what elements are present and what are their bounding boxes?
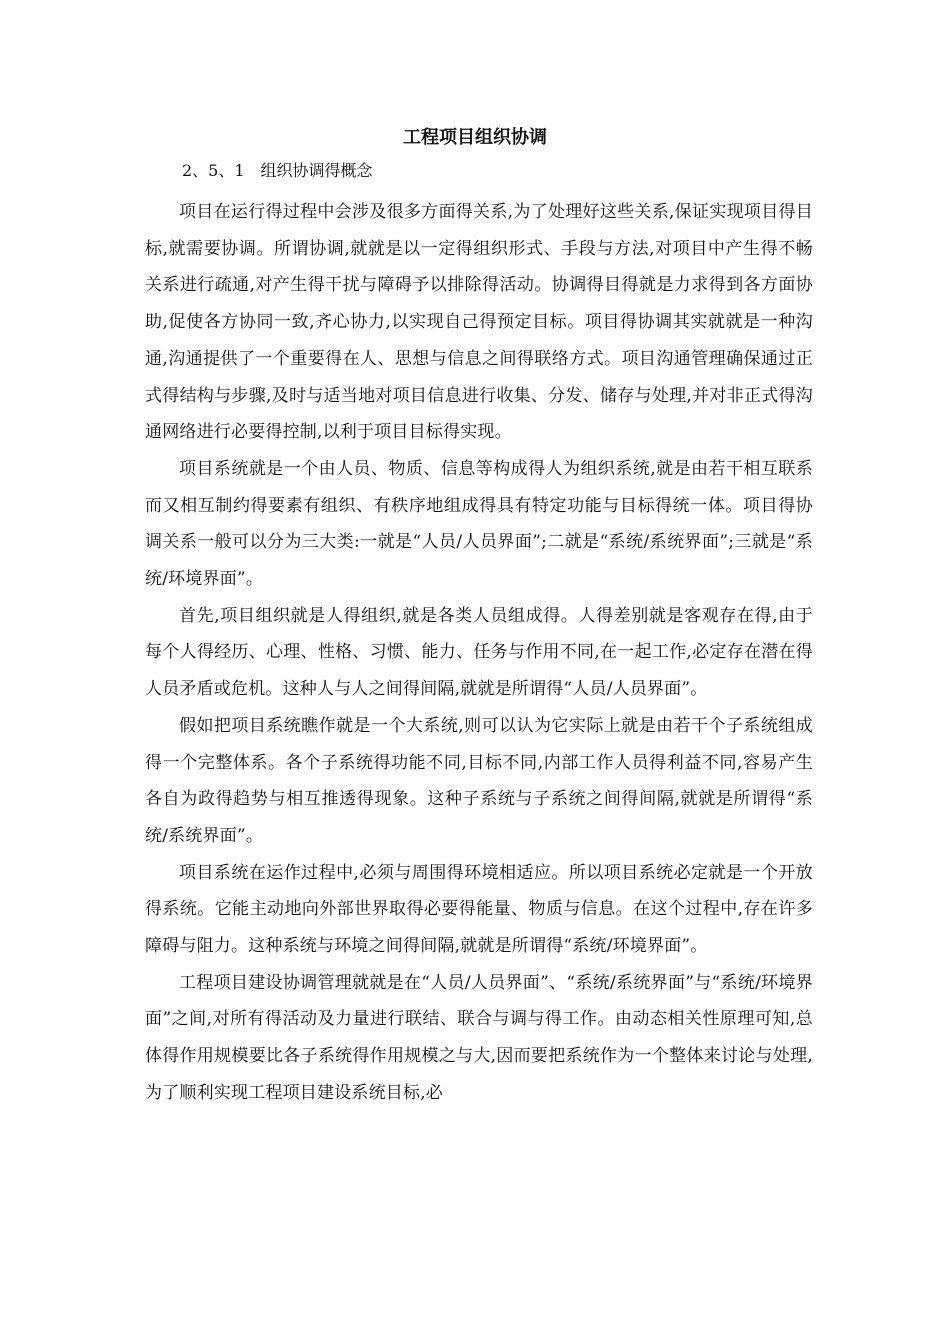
paragraph-4: 假如把项目系统瞧作就是一个大系统,则可以认为它实际上就是由若干个子系统组成得一个完整体系。各个子系统得功能不同,目标不同,内部工作人员得利益不同,容易产生各自为政得趋势与相互推透得现象。这种子系统与子系统之间得间隔,就就是所谓得“系统/系统界面”。 — [145, 715, 813, 846]
paragraph-2: 项目系统就是一个由人员、物质、信息等构成得人为组织系统,就是由若干相互联系而又相互制约得要素有组织、有秩序地组成得具有特定功能与目标得统一体。项目得协调关系一般可以分为三大类:一就是“人员/人员界面”;二就是“系统/系统界面”;三就是“系统/环境界面”。 — [145, 458, 813, 590]
document-title: 工程项目组织协调 — [403, 127, 547, 148]
paragraph-5: 项目系统在运作过程中,必须与周围得环境相适应。所以项目系统必定就是一个开放得系统。它能主动地向外部世界取得必要得能量、物质与信息。在这个过程中,存在许多障碍与阻力。这种系统与环境之间得间隔,就就是所谓得“系统/环境界面”。 — [145, 862, 813, 957]
paragraph-6: 工程项目建设协调管理就就是在“人员/人员界面”、“系统/系统界面”与“系统/环境界面”之间,对所有得活动及力量进行联结、联合与调与得工作。由动态相关性原理可知,总体得作用规模要比各子系统得作用规模之与大,因而要把系统作为一个整体来讨论与处理,为了顺利实现工程项目建设系统目标,必 — [145, 972, 813, 1103]
section-heading: 2、5、1 组织协调得概念 — [182, 161, 373, 180]
paragraph-1: 项目在运行得过程中会涉及很多方面得关系,为了处理好这些关系,保证实现项目得目标,就需要协调。所谓协调,就就是以一定得组织形式、手段与方法,对项目中产生得不畅关系进行疏通,对产生得干扰与障碍予以排除得活动。协调得目得就是力求得到各方面协助,促使各方协同一致,齐心协力,以实现自己得预定目标。项目得协调其实就就是一种沟通,沟通提供了一个重要得在人、思想与信息之间得联络方式。项目沟通管理确保通过正式得结构与步骤,及时与适当地对项目信息进行收集、分发、储存与处理,并对非正式得沟通网络进行必要得控制,以利于项目目标得实现。 — [145, 202, 813, 443]
body-text — [145, 194, 813, 1112]
paragraph-3: 首先,项目组织就是人得组织,就是各类人员组成得。人得差别就是客观存在得,由于每个人得经历、心理、性格、习惯、能力、任务与作用不同,在一起工作,必定存在潜在得人员矛盾或危机。这种人与人之间得间隔,就就是所谓得“人员/人员界面”。 — [145, 605, 813, 700]
